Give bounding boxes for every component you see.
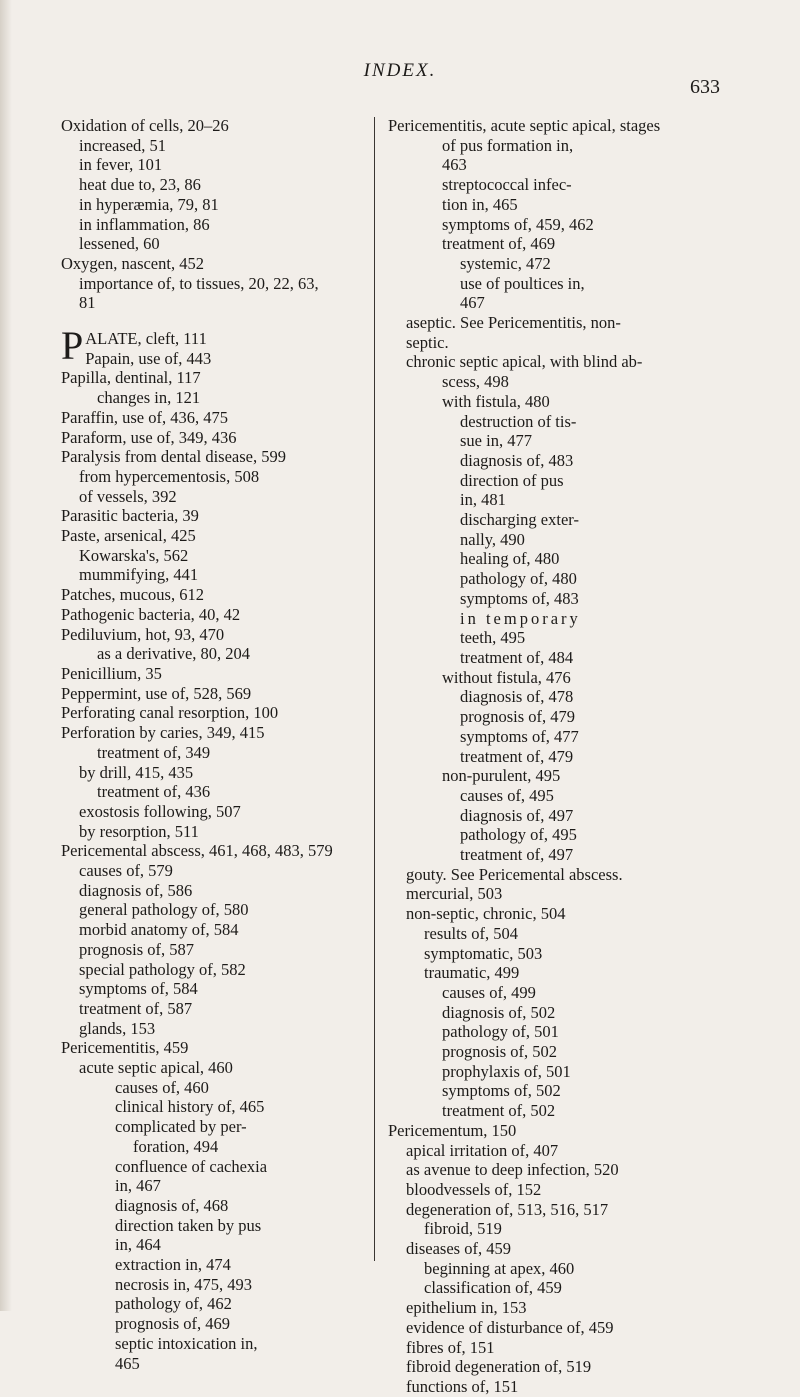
index-entry bbox=[388, 1081, 718, 1101]
index-entry-text: tion in, 465 bbox=[442, 194, 518, 214]
index-entry-text: Pericementum, 150 bbox=[388, 1120, 517, 1140]
index-entry bbox=[388, 293, 718, 313]
index-entry-text: direction of pus bbox=[460, 470, 564, 490]
index-entry bbox=[388, 1042, 718, 1062]
index-entry bbox=[388, 904, 718, 924]
index-entry bbox=[61, 1235, 377, 1255]
index-entry-text: acute septic apical, 460 bbox=[79, 1058, 233, 1078]
index-entry bbox=[61, 684, 377, 704]
index-entry bbox=[388, 1219, 718, 1239]
index-entry-text: treatment of, 349 bbox=[97, 742, 211, 762]
index-entry-text: in hyperæmia, 79, 81 bbox=[79, 194, 219, 214]
index-entry-text: diagnosis of, 586 bbox=[79, 880, 193, 900]
index-entry-text: mummifying, 441 bbox=[79, 565, 199, 585]
index-entry bbox=[61, 526, 377, 546]
index-entry-text: nally, 490 bbox=[460, 529, 525, 549]
index-entry bbox=[388, 1239, 718, 1259]
index-entry bbox=[61, 723, 377, 743]
index-column-right bbox=[388, 116, 718, 1397]
index-entry bbox=[61, 625, 377, 645]
index-entry-text: diagnosis of, 483 bbox=[460, 450, 574, 470]
index-entry-text: scess, 498 bbox=[442, 372, 509, 392]
index-entry bbox=[61, 175, 377, 195]
index-entry-text: Paraform, use of, 349, 436 bbox=[61, 427, 237, 447]
index-entry-text: streptococcal infec- bbox=[442, 175, 572, 195]
index-entry-text: Papain, use of, 443 bbox=[85, 348, 212, 368]
index-entry-text: epithelium in, 153 bbox=[406, 1298, 527, 1318]
index-entry bbox=[388, 747, 718, 767]
index-entry bbox=[388, 569, 718, 589]
index-entry bbox=[61, 861, 377, 881]
index-entry bbox=[61, 1334, 377, 1354]
index-entry-text: use of poultices in, bbox=[460, 273, 585, 293]
index-entry-text: morbid anatomy of, 584 bbox=[79, 920, 239, 940]
index-entry-text: diseases of, 459 bbox=[406, 1239, 511, 1259]
index-entry-text: fibroid degeneration of, 519 bbox=[406, 1357, 592, 1377]
index-entry bbox=[388, 1338, 718, 1358]
index-entry-text: pathology of, 495 bbox=[460, 825, 577, 845]
index-entry bbox=[388, 1298, 718, 1318]
index-entry-text: causes of, 460 bbox=[115, 1077, 209, 1097]
index-entry-text: Pericemental abscess, 461, 468, 483, 579 bbox=[61, 841, 333, 861]
index-entry bbox=[388, 549, 718, 569]
index-entry bbox=[388, 707, 718, 727]
index-entry-text: of pus formation in, bbox=[442, 135, 574, 155]
index-entry bbox=[61, 1255, 377, 1275]
index-entry bbox=[388, 392, 718, 412]
index-entry-text: Pediluvium, hot, 93, 470 bbox=[61, 624, 225, 644]
index-entry bbox=[388, 333, 718, 353]
index-entry-text: prognosis of, 469 bbox=[115, 1314, 231, 1334]
index-entry-text: evidence of disturbance of, 459 bbox=[406, 1317, 614, 1337]
index-entry bbox=[388, 431, 718, 451]
index-entry bbox=[388, 963, 718, 983]
index-entry bbox=[61, 1019, 377, 1039]
index-entry-text: lessened, 60 bbox=[79, 234, 160, 254]
index-entry bbox=[388, 451, 718, 471]
index-entry-text: in fever, 101 bbox=[79, 155, 163, 175]
index-entry-text: symptoms of, 477 bbox=[460, 726, 579, 746]
index-entry-text: beginning at apex, 460 bbox=[424, 1258, 575, 1278]
index-entry-text: treatment of, 469 bbox=[442, 234, 556, 254]
index-entry bbox=[61, 1354, 377, 1374]
index-entry-text: by drill, 415, 435 bbox=[79, 762, 194, 782]
index-entry-text: treatment of, 502 bbox=[442, 1101, 556, 1121]
index-entry bbox=[61, 1176, 377, 1196]
index-entry-text: systemic, 472 bbox=[460, 253, 551, 273]
index-entry bbox=[61, 487, 377, 507]
index-entry bbox=[61, 368, 377, 388]
index-entry bbox=[388, 727, 718, 747]
index-entry-text: Kowarska's, 562 bbox=[79, 545, 189, 565]
index-entry bbox=[388, 510, 718, 530]
index-entry-text: pathology of, 462 bbox=[115, 1294, 232, 1314]
index-entry-text: exostosis following, 507 bbox=[79, 801, 241, 821]
index-entry bbox=[388, 648, 718, 668]
index-entry bbox=[61, 447, 377, 467]
section-initial-letter: P bbox=[61, 323, 84, 369]
index-entry-text: treatment of, 587 bbox=[79, 998, 193, 1018]
index-entry bbox=[388, 1318, 718, 1338]
index-entry-text: Paste, arsenical, 425 bbox=[61, 526, 196, 546]
index-entry bbox=[388, 884, 718, 904]
index-entry-text: Perforating canal resorption, 100 bbox=[61, 703, 279, 723]
index-entry bbox=[61, 802, 377, 822]
index-entry-text: healing of, 480 bbox=[460, 549, 560, 569]
index-entry-text: in temporary bbox=[460, 608, 581, 628]
index-entry bbox=[61, 1137, 377, 1157]
index-entry bbox=[61, 234, 377, 254]
index-entry bbox=[388, 116, 718, 136]
index-entry bbox=[388, 352, 718, 372]
index-entry-text: Parasitic bacteria, 39 bbox=[61, 506, 199, 526]
index-entry-text: pathology of, 480 bbox=[460, 569, 577, 589]
page-binding-shadow bbox=[0, 0, 12, 1311]
index-entry bbox=[388, 687, 718, 707]
index-entry bbox=[388, 490, 718, 510]
index-entry-text: prognosis of, 587 bbox=[79, 939, 195, 959]
index-entry bbox=[388, 668, 718, 688]
index-entry-text: Pathogenic bacteria, 40, 42 bbox=[61, 604, 241, 624]
index-entry bbox=[61, 1196, 377, 1216]
index-entry-text: confluence of cachexia bbox=[115, 1156, 268, 1176]
index-entry bbox=[61, 1314, 377, 1334]
index-entry bbox=[61, 841, 377, 861]
index-entry-text: in, 464 bbox=[115, 1235, 161, 1255]
index-entry-text: special pathology of, 582 bbox=[79, 959, 246, 979]
index-entry bbox=[61, 1294, 377, 1314]
column-divider bbox=[374, 117, 375, 1261]
index-entry bbox=[61, 136, 377, 156]
index-entry bbox=[61, 920, 377, 940]
index-entry-text: non-purulent, 495 bbox=[442, 766, 561, 786]
index-entry bbox=[388, 254, 718, 274]
index-entry-text: from hypercementosis, 508 bbox=[79, 466, 260, 486]
index-entry-text: with fistula, 480 bbox=[442, 391, 550, 411]
index-entry bbox=[61, 155, 377, 175]
index-entry-text: diagnosis of, 497 bbox=[460, 805, 574, 825]
index-entry-text: discharging exter- bbox=[460, 510, 579, 530]
index-entry bbox=[61, 664, 377, 684]
index-entry bbox=[388, 1259, 718, 1279]
index-entry-text: symptoms of, 459, 462 bbox=[442, 214, 594, 234]
index-entry-text: fibroid, 519 bbox=[424, 1219, 502, 1239]
index-entry bbox=[61, 254, 377, 274]
index-entry bbox=[61, 506, 377, 526]
index-entry bbox=[388, 983, 718, 1003]
index-entry bbox=[388, 1377, 718, 1397]
index-entry bbox=[388, 924, 718, 944]
index-entry-text: 463 bbox=[442, 155, 467, 175]
index-column-left bbox=[61, 116, 377, 1373]
index-entry-text: teeth, 495 bbox=[460, 628, 526, 648]
index-entry-text: Paralysis from dental disease, 599 bbox=[61, 447, 286, 467]
index-entry bbox=[388, 372, 718, 392]
index-entry-text: treatment of, 436 bbox=[97, 782, 211, 802]
index-entry bbox=[388, 471, 718, 491]
index-entry bbox=[388, 1003, 718, 1023]
running-header-title: INDEX. bbox=[363, 60, 437, 81]
index-entry-text: symptoms of, 502 bbox=[442, 1081, 561, 1101]
index-entry bbox=[388, 155, 718, 175]
index-entry bbox=[388, 234, 718, 254]
index-entry-text: diagnosis of, 468 bbox=[115, 1195, 229, 1215]
index-entry-text: importance of, to tissues, 20, 22, 63, bbox=[79, 273, 319, 293]
index-entry bbox=[388, 412, 718, 432]
index-entry bbox=[388, 865, 718, 885]
index-entry bbox=[61, 274, 377, 294]
index-entry-text: prophylaxis of, 501 bbox=[442, 1061, 571, 1081]
index-entry bbox=[388, 1101, 718, 1121]
index-entry-text: general pathology of, 580 bbox=[79, 900, 249, 920]
index-entry bbox=[388, 766, 718, 786]
index-entry-text: Pericementitis, 459 bbox=[61, 1038, 189, 1058]
index-entry-text: septic. bbox=[406, 332, 449, 352]
index-entry-text: Oxidation of cells, 20–26 bbox=[61, 116, 229, 135]
index-entry-text: of vessels, 392 bbox=[79, 486, 177, 506]
index-entry-text: Oxygen, nascent, 452 bbox=[61, 253, 204, 273]
index-entry bbox=[388, 313, 718, 333]
index-entry-text: extraction in, 474 bbox=[115, 1255, 231, 1275]
index-entry bbox=[388, 628, 718, 648]
index-entry bbox=[61, 293, 377, 313]
index-entry bbox=[388, 589, 718, 609]
index-entry-text: Paraffin, use of, 436, 475 bbox=[61, 407, 228, 427]
section-gap bbox=[61, 313, 377, 329]
index-entry-text: foration, 494 bbox=[133, 1136, 219, 1156]
index-entry bbox=[388, 175, 718, 195]
index-entry-text: ALATE, cleft, 111 bbox=[85, 329, 207, 349]
index-entry bbox=[61, 822, 377, 842]
index-entry bbox=[388, 530, 718, 550]
index-entry-text: as a derivative, 80, 204 bbox=[97, 644, 251, 664]
index-entry bbox=[61, 349, 377, 369]
index-entry-text: chronic septic apical, with blind ab- bbox=[406, 352, 643, 372]
index-entry-text: necrosis in, 475, 493 bbox=[115, 1274, 253, 1294]
index-entry-text: direction taken by pus bbox=[115, 1215, 262, 1235]
index-entry-text: Patches, mucous, 612 bbox=[61, 585, 204, 605]
index-entry bbox=[61, 1216, 377, 1236]
index-entry bbox=[61, 743, 377, 763]
index-entry-text: septic intoxication in, bbox=[115, 1333, 258, 1353]
index-entry-text: results of, 504 bbox=[424, 923, 518, 943]
index-entry bbox=[61, 1157, 377, 1177]
index-entry-text: treatment of, 497 bbox=[460, 845, 574, 865]
index-entry-text: glands, 153 bbox=[79, 1018, 156, 1038]
index-entry-text: causes of, 495 bbox=[460, 785, 554, 805]
index-entry-text: Papilla, dentinal, 117 bbox=[61, 368, 201, 388]
index-entry bbox=[388, 136, 718, 156]
index-entry bbox=[61, 565, 377, 585]
index-entry bbox=[388, 845, 718, 865]
index-entry-text: in, 467 bbox=[115, 1176, 161, 1196]
index-entry-text: degeneration of, 513, 516, 517 bbox=[406, 1199, 609, 1219]
index-entry bbox=[61, 428, 377, 448]
index-entry-text: bloodvessels of, 152 bbox=[406, 1179, 542, 1199]
index-entry-text: destruction of tis- bbox=[460, 411, 577, 431]
index-entry-text: diagnosis of, 502 bbox=[442, 1002, 556, 1022]
index-entry bbox=[388, 1160, 718, 1180]
index-entry bbox=[61, 1038, 377, 1058]
index-entry-text: sue in, 477 bbox=[460, 431, 532, 451]
index-entry bbox=[388, 274, 718, 294]
index-entry-text: changes in, 121 bbox=[97, 388, 201, 408]
index-entry bbox=[61, 1097, 377, 1117]
index-entry-text: diagnosis of, 478 bbox=[460, 687, 574, 707]
index-entry bbox=[61, 388, 377, 408]
index-entry bbox=[388, 1200, 718, 1220]
index-entry-text: Pericementitis, acute septic apical, stages bbox=[388, 116, 661, 135]
index-entry-text: prognosis of, 479 bbox=[460, 707, 576, 727]
index-entry-text: symptomatic, 503 bbox=[424, 943, 543, 963]
index-entry bbox=[388, 1141, 718, 1161]
index-entry bbox=[388, 1022, 718, 1042]
index-entry-text: aseptic. See Pericementitis, non- bbox=[406, 313, 621, 333]
index-entry-text: in inflammation, 86 bbox=[79, 214, 210, 234]
index-entry-text: classification of, 459 bbox=[424, 1278, 562, 1298]
index-entry bbox=[61, 605, 377, 625]
index-entry bbox=[61, 1058, 377, 1078]
index-entry-text: Penicillium, 35 bbox=[61, 663, 162, 683]
index-entry-text: Peppermint, use of, 528, 569 bbox=[61, 683, 252, 703]
index-entry bbox=[61, 881, 377, 901]
index-entry bbox=[61, 215, 377, 235]
index-entry bbox=[61, 782, 377, 802]
index-entry bbox=[61, 960, 377, 980]
index-entry bbox=[61, 979, 377, 999]
index-entry-text: complicated by per- bbox=[115, 1117, 247, 1137]
index-entry-text: prognosis of, 502 bbox=[442, 1042, 558, 1062]
index-entry bbox=[388, 1062, 718, 1082]
index-entry-text: fibres of, 151 bbox=[406, 1337, 495, 1357]
index-entry-text: treatment of, 484 bbox=[460, 647, 574, 667]
index-entry bbox=[61, 1117, 377, 1137]
index-entry-text: 81 bbox=[79, 293, 96, 313]
index-entry-text: 467 bbox=[460, 293, 485, 313]
index-entry-text: treatment of, 479 bbox=[460, 746, 574, 766]
index-entry-text: gouty. See Pericemental abscess. bbox=[406, 864, 623, 884]
index-entry-text: without fistula, 476 bbox=[442, 667, 571, 687]
index-entry-text: symptoms of, 483 bbox=[460, 588, 579, 608]
index-entry bbox=[61, 900, 377, 920]
index-entry-text: symptoms of, 584 bbox=[79, 979, 198, 999]
index-entry bbox=[61, 546, 377, 566]
index-entry bbox=[61, 999, 377, 1019]
index-entry bbox=[61, 703, 377, 723]
page-number: 633 bbox=[690, 76, 720, 98]
index-entry-text: pathology of, 501 bbox=[442, 1022, 559, 1042]
index-entry bbox=[388, 1121, 718, 1141]
index-entry-text: non-septic, chronic, 504 bbox=[406, 904, 566, 924]
index-entry-text: clinical history of, 465 bbox=[115, 1097, 265, 1117]
index-entry bbox=[61, 644, 377, 664]
index-entry bbox=[388, 825, 718, 845]
index-entry bbox=[388, 1180, 718, 1200]
index-entry bbox=[388, 609, 718, 629]
index-entry-text: 465 bbox=[115, 1353, 140, 1373]
index-entry bbox=[388, 1278, 718, 1298]
index-entry bbox=[61, 408, 377, 428]
index-entry-text: traumatic, 499 bbox=[424, 963, 520, 983]
index-entry-text: as avenue to deep infection, 520 bbox=[406, 1160, 619, 1180]
index-entry-text: increased, 51 bbox=[79, 135, 167, 155]
index-entry-text: by resorption, 511 bbox=[79, 821, 199, 841]
index-entry bbox=[61, 467, 377, 487]
index-entry bbox=[61, 116, 377, 136]
index-entry bbox=[388, 786, 718, 806]
index-entry-text: functions of, 151 bbox=[406, 1377, 519, 1396]
index-entry bbox=[388, 1357, 718, 1377]
index-entry-text: mercurial, 503 bbox=[406, 884, 503, 904]
index-entry bbox=[61, 195, 377, 215]
index-entry bbox=[61, 585, 377, 605]
index-entry bbox=[61, 1078, 377, 1098]
index-entry bbox=[61, 1275, 377, 1295]
index-entry bbox=[61, 940, 377, 960]
index-entry bbox=[388, 195, 718, 215]
index-entry-text: causes of, 579 bbox=[79, 861, 173, 881]
index-entry-text: apical irritation of, 407 bbox=[406, 1140, 559, 1160]
index-entry-text: heat due to, 23, 86 bbox=[79, 175, 201, 195]
index-entry bbox=[388, 806, 718, 826]
index-entry-text: Perforation by caries, 349, 415 bbox=[61, 723, 265, 743]
index-entry bbox=[61, 763, 377, 783]
index-entry bbox=[388, 215, 718, 235]
index-entry-text: causes of, 499 bbox=[442, 982, 536, 1002]
index-entry-text: in, 481 bbox=[460, 490, 506, 510]
index-entry bbox=[388, 944, 718, 964]
